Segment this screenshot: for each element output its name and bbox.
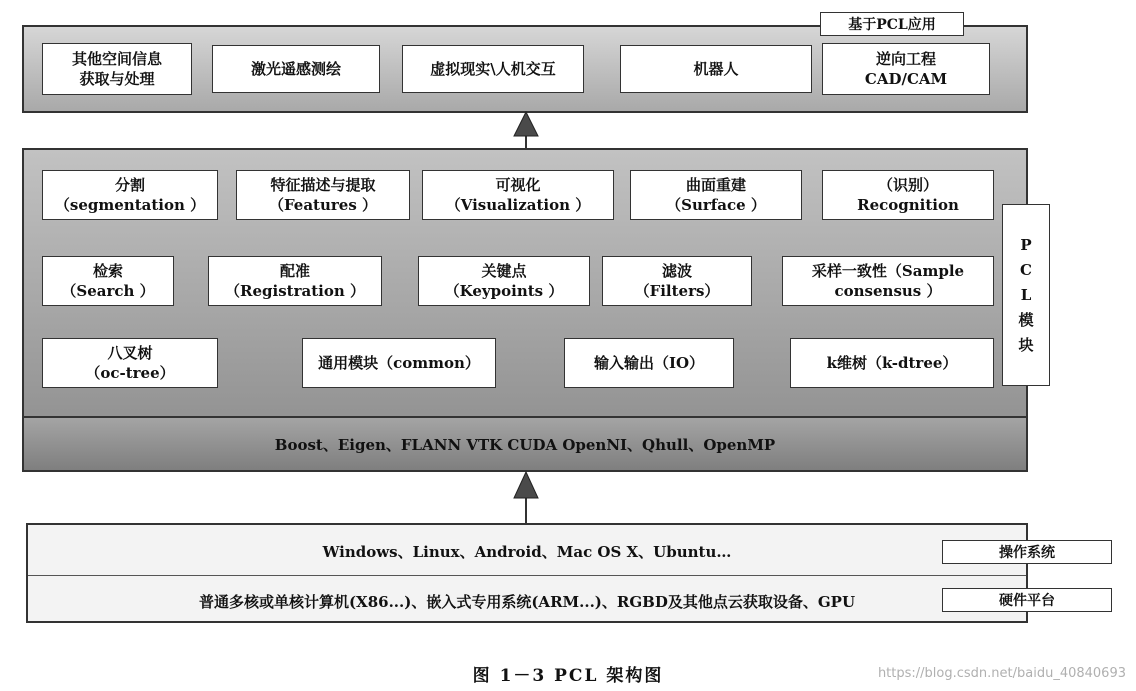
module-english: （Features ） — [268, 196, 378, 214]
pcl-module-tag-char: L — [1020, 285, 1032, 304]
module-name: （识别） — [877, 176, 938, 194]
module-name: 采样一致性（Sample — [811, 262, 965, 280]
figure-caption: 图 1－3 PCL 架构图 — [472, 666, 664, 686]
module-english: consensus ） — [834, 282, 942, 300]
watermark: https://blog.csdn.net/baidu_40840693 — [877, 666, 1126, 681]
pcl-modules-panel — [22, 148, 1028, 472]
module-visualization — [422, 170, 614, 220]
pcl-module-tag-char: 模 — [1018, 310, 1034, 329]
pcl-module-tag-char: 块 — [1018, 335, 1034, 354]
app-box-line1: 机器人 — [693, 60, 739, 78]
module-sample-consensus — [782, 256, 994, 306]
app-box-line1: 逆向工程 — [875, 50, 936, 68]
module-english: Recognition — [857, 196, 959, 214]
os-tag: 操作系统 — [942, 540, 1112, 564]
pcl-application-tag: 基于PCL应用 — [820, 12, 964, 36]
module-features — [236, 170, 410, 220]
module-english: （Keypoints ） — [444, 282, 564, 300]
layer-divider — [28, 575, 1026, 576]
module-io — [564, 338, 734, 388]
arrow-up-icon — [506, 470, 546, 524]
module-name: 检索 — [92, 262, 123, 280]
module-english: （Surface ） — [666, 196, 766, 214]
module-english: （Registration ） — [225, 282, 365, 300]
application-layer-panel — [22, 25, 1028, 113]
module-name: 可视化 — [495, 176, 541, 194]
module-common — [302, 338, 496, 388]
module-name: 特征描述与提取 — [270, 176, 376, 194]
module-name: 通用模块（common） — [318, 354, 480, 372]
module-octree — [42, 338, 218, 388]
app-box-spatial-info — [42, 43, 192, 95]
app-box-reverse-engineering — [822, 43, 990, 95]
os-list: Windows、Linux、Android、Mac OS X、Ubuntu… — [322, 543, 732, 561]
app-box-line1: 激光遥感测绘 — [250, 60, 341, 78]
app-box-vr-hci — [402, 45, 584, 93]
hardware-list: 普通多核或单核计算机(X86...)、嵌入式专用系统(ARM...)、RGBD及其他点云获取设备、GPU — [198, 593, 856, 611]
module-english: （Search ） — [61, 282, 155, 300]
module-surface — [630, 170, 802, 220]
app-box-line2: 获取与处理 — [79, 70, 155, 88]
pcl-module-tag — [1002, 204, 1050, 386]
pcl-module-tag-char: P — [1020, 235, 1032, 254]
module-recognition — [822, 170, 994, 220]
module-name: k维树（k-dtree） — [826, 354, 958, 372]
hardware-tag: 硬件平台 — [942, 588, 1112, 612]
module-name: 滤波 — [661, 262, 692, 280]
app-box-robot — [620, 45, 812, 93]
module-filters — [602, 256, 752, 306]
module-english: （segmentation ） — [54, 196, 206, 214]
module-name: 输入输出（IO） — [593, 354, 705, 372]
module-segmentation — [42, 170, 218, 220]
app-box-line2: CAD/CAM — [864, 70, 948, 88]
arrow-up-icon — [506, 110, 546, 150]
third-party-dependencies: Boost、Eigen、FLANN VTK CUDA OpenNI、Qhull、OpenMP — [24, 416, 1026, 470]
module-name: 八叉树 — [107, 344, 153, 362]
module-kdtree — [790, 338, 994, 388]
module-name: 曲面重建 — [685, 176, 746, 194]
module-search — [42, 256, 174, 306]
app-box-line1: 虚拟现实\人机交互 — [430, 60, 556, 78]
module-english: （Visualization ） — [445, 196, 591, 214]
app-box-line1: 其他空间信息 — [71, 50, 162, 68]
app-box-laser-mapping — [212, 45, 380, 93]
module-name: 关键点 — [481, 262, 527, 280]
module-keypoints — [418, 256, 590, 306]
module-english: （oc-tree） — [85, 364, 175, 382]
module-english: （Filters） — [634, 282, 720, 300]
pcl-module-tag-char: C — [1020, 260, 1032, 279]
module-name: 分割 — [114, 176, 145, 194]
platform-layer-panel — [26, 523, 1028, 623]
module-name: 配准 — [279, 262, 310, 280]
module-registration — [208, 256, 382, 306]
